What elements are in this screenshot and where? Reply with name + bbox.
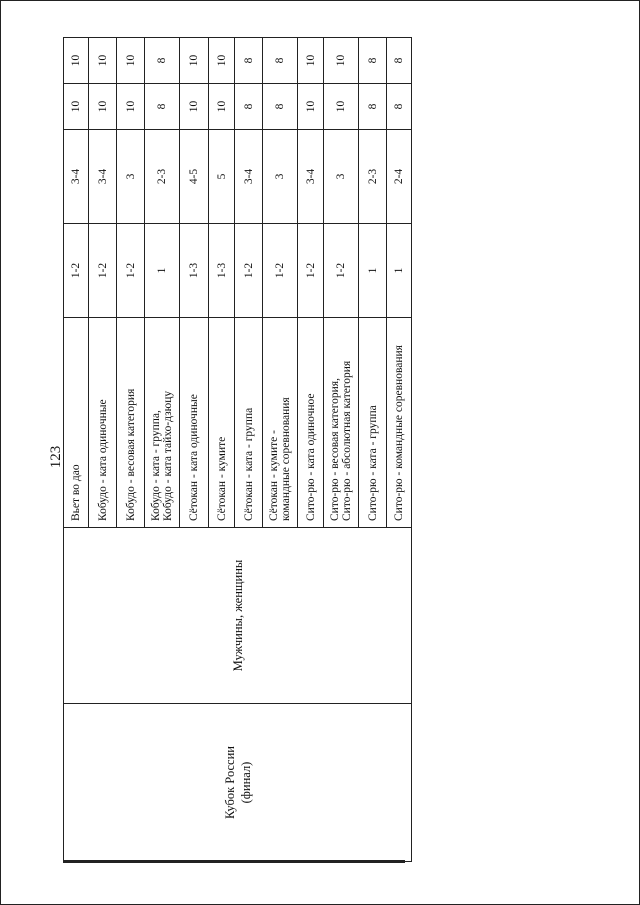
value-cell-c3: 10	[89, 84, 117, 130]
value-cell-c4: 8	[263, 38, 298, 84]
value-cell-c3: 8	[235, 84, 263, 130]
value-cell-c4: 8	[387, 38, 412, 84]
page-number: 123	[48, 445, 64, 469]
value-cell-c3: 10	[117, 84, 145, 130]
discipline-cell	[298, 318, 324, 528]
value-cell-c2: 3	[117, 130, 145, 224]
value-cell-c3: 10	[298, 84, 324, 130]
value-cell-c1: 1-3	[209, 224, 235, 318]
value-cell-c1: 1-3	[180, 224, 209, 318]
value-cell-c1: 1-2	[89, 224, 117, 318]
discipline-line: Кобудо - весовая категория	[124, 388, 137, 521]
discipline-cell	[145, 318, 180, 528]
results-table	[63, 37, 412, 862]
value-cell-c2: 3-4	[64, 130, 89, 224]
value-cell-c4: 10	[298, 38, 324, 84]
discipline-line: Сито-рю - ката одиночное	[304, 393, 317, 521]
discipline-line: Кобудо - ката - группа,	[150, 410, 162, 521]
discipline-line: Сито-рю - весовая категория,	[329, 378, 341, 521]
value-cell-c2: 3-4	[298, 130, 324, 224]
value-cell-c4: 8	[359, 38, 387, 84]
value-cell-c3: 8	[387, 84, 412, 130]
value-cell-c4: 10	[117, 38, 145, 84]
discipline-line: Сито-рю - ката - группа	[366, 405, 379, 521]
discipline-line: Кобудо - ката тайхо-дзюцу	[162, 390, 174, 521]
competition-cell	[64, 704, 412, 862]
discipline-line: Вьет во дао	[70, 464, 82, 521]
table-row	[64, 38, 89, 862]
value-cell-c2: 2-4	[387, 130, 412, 224]
value-cell-c4: 10	[324, 38, 359, 84]
value-cell-c4: 10	[209, 38, 235, 84]
discipline-line: Кобудо - ката одиночные	[96, 399, 109, 521]
competition-name-line: Кубок России	[222, 746, 237, 819]
discipline-cell	[324, 318, 359, 528]
discipline-cell	[263, 318, 298, 528]
value-cell-c2: 3-4	[235, 130, 263, 224]
discipline-cell	[359, 318, 387, 528]
discipline-cell	[89, 318, 117, 528]
discipline-line: Сито-рю - командные соревнования	[393, 345, 405, 521]
value-cell-c3: 10	[64, 84, 89, 130]
discipline-line: Сито-рю - абсолютная категория	[341, 360, 353, 521]
value-cell-c4: 8	[235, 38, 263, 84]
value-cell-c4: 10	[180, 38, 209, 84]
value-cell-c1: 1-2	[64, 224, 89, 318]
discipline-line: Сётокан - ката одиночные	[188, 394, 200, 521]
value-cell-c3: 10	[324, 84, 359, 130]
value-cell-c1: 1-2	[235, 224, 263, 318]
rotated-table-wrapper	[63, 38, 405, 862]
value-cell-c1: 1-2	[117, 224, 145, 318]
discipline-cell	[64, 318, 89, 528]
value-cell-c4: 10	[89, 38, 117, 84]
group-cell: Мужчины, женщины	[64, 528, 412, 704]
value-cell-c1: 1-2	[298, 224, 324, 318]
value-cell-c1: 1-2	[324, 224, 359, 318]
value-cell-c3: 8	[145, 84, 180, 130]
results-table-container	[63, 38, 405, 862]
discipline-cell	[235, 318, 263, 528]
value-cell-c2: 4-5	[180, 130, 209, 224]
value-cell-c2: 2-3	[145, 130, 180, 224]
value-cell-c2: 2-3	[359, 130, 387, 224]
value-cell-c1: 1	[387, 224, 412, 318]
value-cell-c1: 1	[145, 224, 180, 318]
value-cell-c3: 8	[263, 84, 298, 130]
discipline-cell	[209, 318, 235, 528]
value-cell-c4: 8	[145, 38, 180, 84]
value-cell-c4: 10	[64, 38, 89, 84]
discipline-line: командные соревнования	[280, 397, 292, 521]
discipline-cell	[180, 318, 209, 528]
value-cell-c2: 3	[263, 130, 298, 224]
discipline-cell	[117, 318, 145, 528]
value-cell-c2: 3-4	[89, 130, 117, 224]
discipline-line: Сётокан - кумите	[215, 436, 228, 521]
discipline-line: Сётокан - ката - группа	[242, 407, 255, 521]
table-bottom-border	[63, 860, 405, 863]
value-cell-c1: 1-2	[263, 224, 298, 318]
value-cell-c2: 5	[209, 130, 235, 224]
competition-name-line: (финал)	[238, 761, 253, 804]
value-cell-c3: 10	[180, 84, 209, 130]
value-cell-c3: 8	[359, 84, 387, 130]
discipline-cell	[387, 318, 412, 528]
value-cell-c2: 3	[324, 130, 359, 224]
value-cell-c1: 1	[359, 224, 387, 318]
discipline-line: Сётокан - кумите -	[268, 430, 280, 521]
value-cell-c3: 10	[209, 84, 235, 130]
